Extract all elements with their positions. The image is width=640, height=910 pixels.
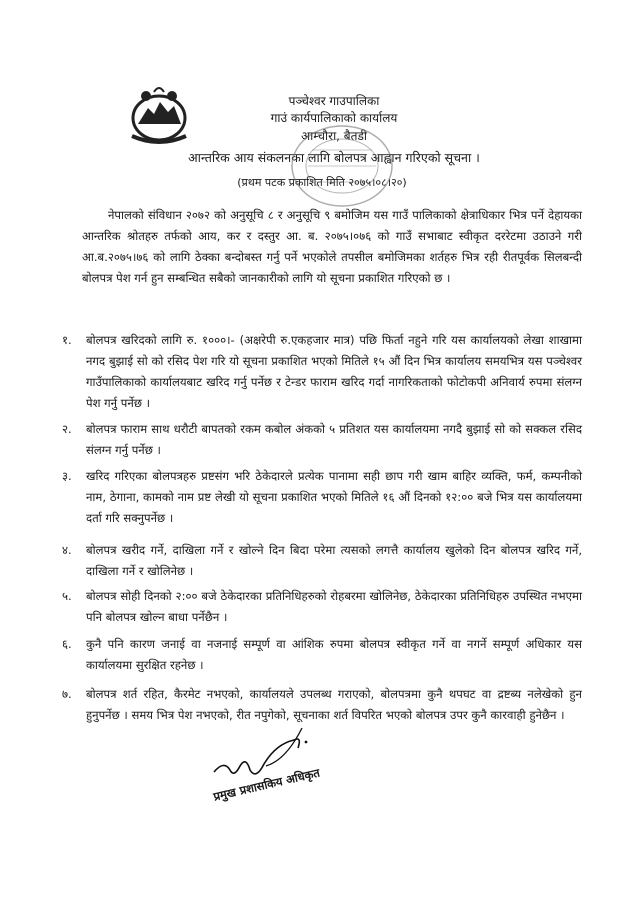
item-text: बोलपत्र खरीद गर्ने, दाखिला गर्ने र खोल्ने दिन बिदा परेमा त्यसको लगत्तै कार्यालय खुलेको दिन बोलपत्र खरिद गर्ने, दाखिला गर्ने र खोलिनेछ ।: [86, 543, 582, 578]
item-number: ४.: [62, 543, 72, 557]
condition-item: [62, 330, 582, 414]
condition-item: [62, 634, 582, 676]
item-number: १.: [62, 333, 72, 347]
item-text: बोलपत्र फाराम साथ धरौटी बापतको रकम कबोल अंकको ५ प्रतिशत यस कार्यालयमा नगदै बुझाई सो को सक्कल रसिद संलग्न गर्नु पर्नेछ ।: [86, 422, 582, 457]
item-text: बोलपत्र शर्त रहित, कैरमेट नभएको, कार्यालयले उपलब्ध गराएको, बोलपत्रमा कुनै थपघट वा द्रष्टब्य नलेखेको हुन हुनुपर्नेछ । समय भित्र पेश नभएको, रीत नपुगेको, सूचनाका शर्त विपरित भएको बोलपत्र उपर कुनै कारवाही हुनेछैन ।: [86, 687, 582, 722]
condition-item: [62, 419, 582, 461]
item-number: ५.: [62, 589, 72, 603]
item-text: बोलपत्र सोही दिनको २:०० बजे ठेकेदारका प्रतिनिधिहरुको रोहबरमा खोलिनेछ, ठेकेदारका प्रतिनिधिहरु उपस्थित नभएमा पनि बोलपत्र खोल्न बाधा पर्नेछैन ।: [86, 589, 582, 624]
item-number: २.: [62, 422, 72, 436]
item-number: ३.: [62, 469, 72, 483]
office-name: गाउं कार्यपालिकाको कार्यालय: [270, 111, 398, 125]
notice-title: आन्तरिक आय संकलनका लागि बोलपत्र आह्वान गरिएको सूचना ।: [188, 150, 480, 165]
office-location: आम्चौरा, बैतडी: [300, 129, 368, 143]
intro-text: नेपालको संविधान २०७२ को अनुसूचि ८ र अनुसूचि ९ बमोजिम यस गाउँ पालिकाको क्षेत्राधिकार भित्र पर्ने देहायका आन्तरिक श्रोतहरु तर्फको आय, कर र दस्तुर आ. ब. २०७५।०७६ को गाउँ सभाबाट स्वीकृत दररेटमा उठाउने गरी आ.ब.२०७५।७६ को लागि ठेक्का बन्दोबस्त गर्नु पर्ने भएकोले तपसील बमोजिमका शर्तहरु भित्र रही रीतपूर्वक सिलबन्दी बोलपत्र पेश गर्न हुन सम्बन्धित सबैको जानकारीको लागि यो सूचना प्रकाशित गरिएको छ ।: [82, 208, 582, 285]
intro-paragraph: [82, 205, 582, 289]
item-text: कुनै पनि कारण जनाई वा नजनाई सम्पूर्ण वा आंशिक रुपमा बोलपत्र स्वीकृत गर्ने वा नगर्ने सम्पूर्ण अधिकार यस कार्यालयमा सुरक्षित रहनेछ ।: [86, 637, 582, 672]
item-text: बोलपत्र खरिदको लागि रु. १०००।- (अक्षरेपी रु.एकहजार मात्र) पछि फिर्ता नहुने गरि यस कार्यालयको लेखा शाखामा नगद बुझाई सो को रसिद पेश गरि यो सूचना प्रकाशित भएको मितिले १५ औं दिन भित्र कार्यालय समयभित्र यस पञ्चेश्वर गाउँपालिकाको कार्यालयबाट खरिद गर्नु पर्नेछ र टेन्डर फाराम खरिद गर्दा नागरिकताको फोटोकपी अनिवार्य रुपमा संलग्न पेश गर्नु पर्नेछ ।: [86, 333, 582, 410]
item-number: ७.: [62, 687, 72, 701]
office-stamp-icon: [282, 120, 402, 212]
municipality-name: पञ्चेश्वर गाउपालिका: [288, 94, 380, 108]
publication-date: (प्रथम पटक प्रकाशित मिति २०७५।०८।२०): [237, 176, 407, 189]
item-text: खरिद गरिएका बोलपत्रहरु प्रष्टसंग भरि ठेकेदारले प्रत्येक पानामा सही छाप गरी खाम बाहिर व्यक्ति, फर्म, कम्पनीको नाम, ठेगाना, कामको नाम प्रष्ट लेखी यो सूचना प्रकाशित भएको मितिले १६ औं दिनको १२:०० बजे भित्र यस कार्यालयमा दर्ता गरि सक्नुपर्नेछ ।: [86, 469, 582, 525]
condition-item: [62, 540, 582, 582]
item-number: ६.: [62, 637, 72, 651]
condition-item: [62, 586, 582, 628]
signatory-title: प्रमुख प्रशासकिय अधिकृत: [212, 765, 322, 804]
condition-item: [62, 466, 582, 529]
